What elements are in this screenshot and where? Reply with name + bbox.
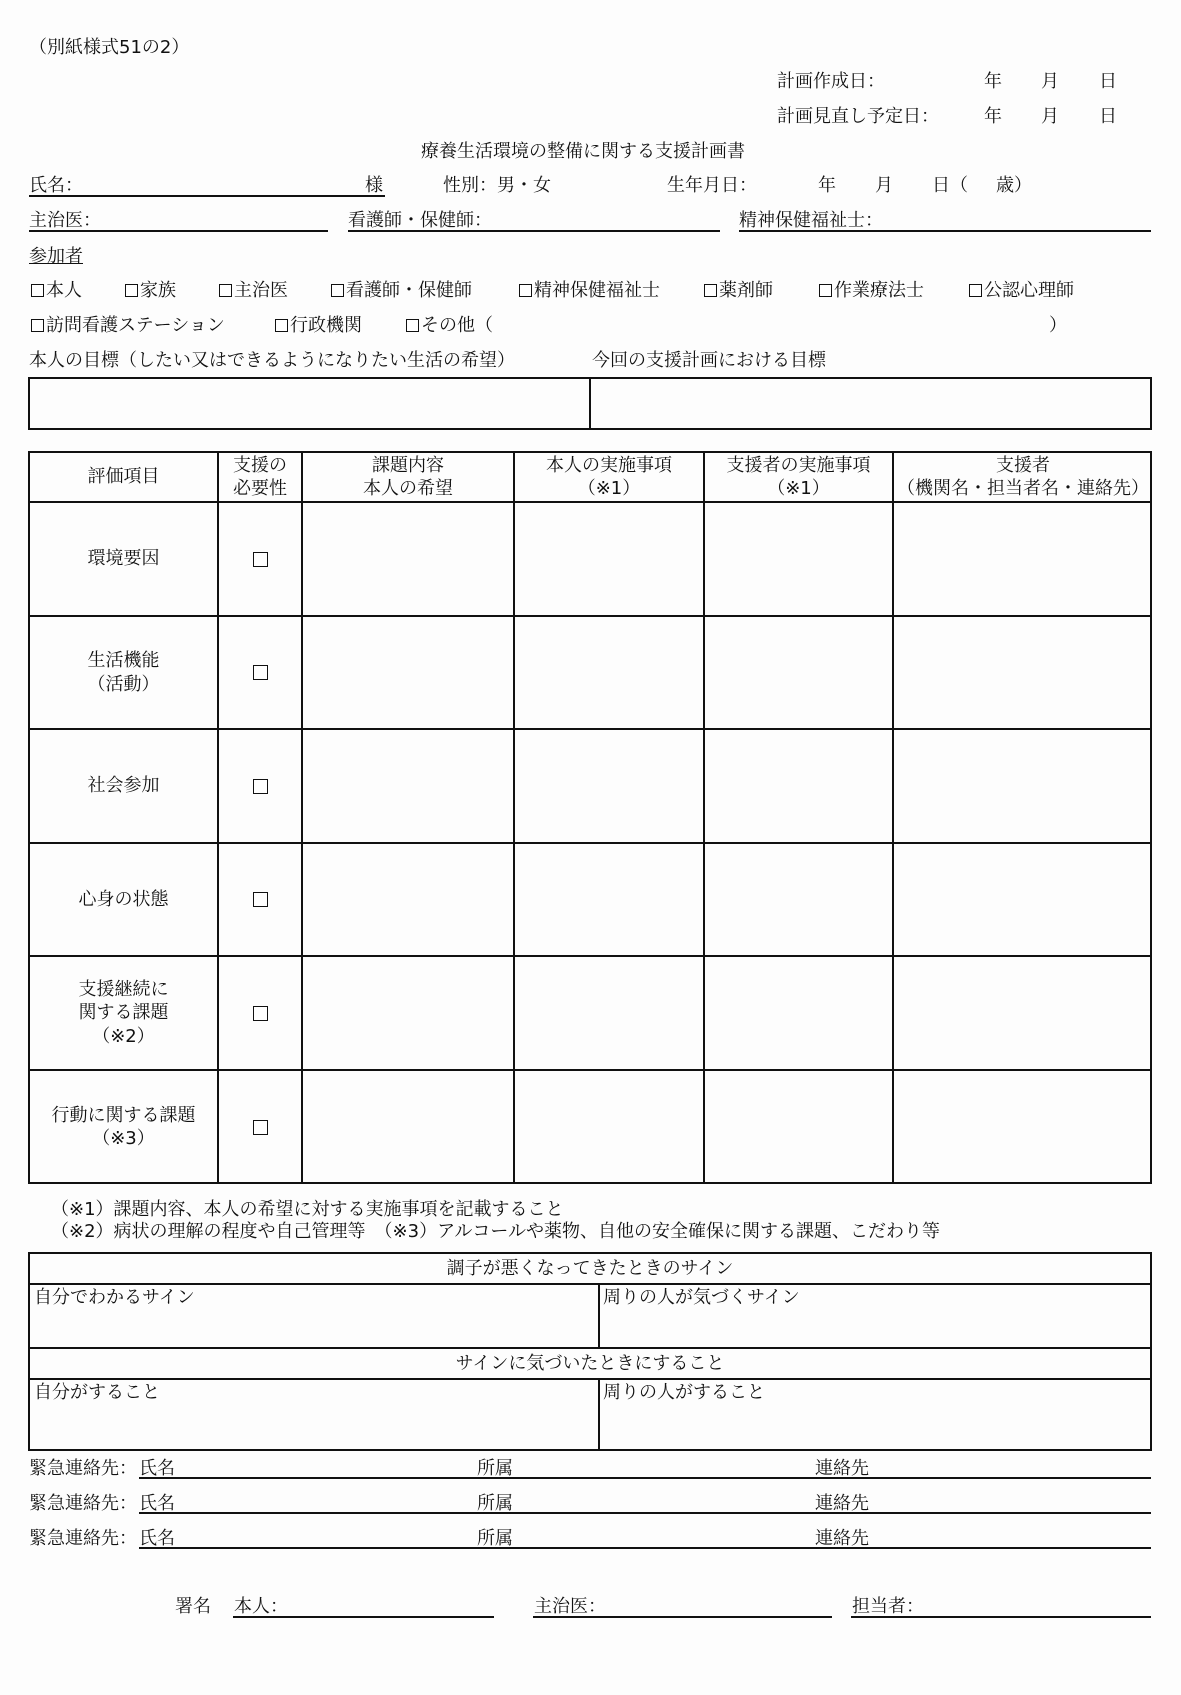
emergency-affiliation-label: 所属 — [477, 1493, 513, 1514]
self-action-label: 自分がすること — [34, 1382, 160, 1403]
checkbox[interactable] — [125, 284, 138, 297]
signature-doctor-field[interactable] — [533, 1616, 832, 1618]
row-continuity: 支援継続に 関する課題 （※2） — [78, 978, 169, 1047]
checkbox[interactable] — [253, 552, 268, 567]
emergency-field-3[interactable] — [139, 1547, 1151, 1549]
checkbox[interactable] — [31, 319, 44, 332]
checkbox[interactable] — [331, 284, 344, 297]
created-day: 日 — [1099, 71, 1117, 92]
nurse-field[interactable] — [348, 230, 720, 232]
necessity-checkbox-cell[interactable] — [219, 957, 301, 1069]
checkbox[interactable] — [253, 1120, 268, 1135]
emergency-affiliation-label: 所属 — [477, 1528, 513, 1549]
checkbox[interactable] — [275, 319, 288, 332]
row-social-participation: 社会参加 — [87, 775, 160, 797]
birth-day: 日（ — [932, 175, 968, 196]
checkbox[interactable] — [253, 1006, 268, 1021]
birth-year: 年 — [818, 175, 836, 196]
birth-label: 生年月日： — [667, 175, 757, 196]
participant-visiting-nurse[interactable]: 訪問看護ステーション — [31, 317, 225, 335]
participant-psychologist[interactable]: 公認心理師 — [969, 282, 1074, 300]
page-title: 療養生活環境の整備に関する支援計画書 — [421, 141, 745, 162]
actions-header: サインに気づいたときにすること — [455, 1352, 725, 1374]
created-month: 月 — [1041, 71, 1059, 92]
footnote-2: （※2）病状の理解の程度や自己管理等 （※3）アルコールや薬物、自他の安全確保に関する課題、こだわり等 — [51, 1221, 940, 1242]
self-sign-label: 自分でわかるサイン — [34, 1287, 195, 1308]
checkbox[interactable] — [969, 284, 982, 297]
checkbox[interactable] — [31, 284, 44, 297]
checkbox[interactable] — [253, 665, 268, 680]
necessity-checkbox-cell[interactable] — [219, 503, 301, 615]
col-divider — [703, 451, 705, 1184]
checkbox[interactable] — [819, 284, 832, 297]
header-item: 評価項目 — [87, 466, 160, 488]
emergency-contact-label: 連絡先 — [815, 1528, 869, 1549]
goals-divider — [589, 377, 591, 430]
col-divider — [513, 451, 515, 1184]
doctor-label: 主治医： — [29, 210, 101, 231]
checkbox[interactable] — [219, 284, 232, 297]
doctor-field[interactable] — [29, 230, 328, 232]
created-year: 年 — [984, 71, 1002, 92]
necessity-checkbox-cell[interactable] — [219, 617, 301, 728]
participants-label: 参加者 — [29, 246, 83, 267]
psw-label: 精神保健福祉士： — [739, 210, 883, 231]
psw-field[interactable] — [739, 230, 1151, 232]
birth-month: 月 — [875, 175, 893, 196]
emergency-name-label: 氏名 — [139, 1493, 175, 1514]
participant-other-close: ） — [1049, 315, 1067, 336]
col-divider — [892, 451, 894, 1184]
participant-pharmacist[interactable]: 薬剤師 — [704, 282, 773, 300]
row-mind-body: 心身の状態 — [78, 888, 169, 910]
emergency-name-label: 氏名 — [139, 1458, 175, 1479]
row-divider — [28, 1378, 1152, 1380]
created-date-label: 計画作成日： — [777, 71, 885, 92]
necessity-checkbox-cell[interactable] — [219, 730, 301, 842]
signature-label: 署名 — [175, 1596, 211, 1617]
review-month: 月 — [1041, 106, 1059, 127]
signature-staff-label: 担当者： — [852, 1596, 924, 1617]
emergency-name-label: 氏名 — [139, 1528, 175, 1549]
col-divider — [301, 451, 303, 1184]
nurse-label: 看護師・保健師： — [348, 210, 492, 231]
signature-doctor-label: 主治医： — [534, 1596, 606, 1617]
form-id: （別紙様式51の2） — [29, 37, 190, 58]
participant-self[interactable]: 本人 — [31, 282, 82, 300]
participant-psw[interactable]: 精神保健福祉士 — [519, 282, 660, 300]
signs-header: 調子が悪くなってきたときのサイン — [446, 1257, 734, 1279]
signature-staff-field[interactable] — [851, 1616, 1151, 1618]
name-label: 氏名： — [29, 175, 83, 196]
checkbox[interactable] — [253, 892, 268, 907]
checkbox[interactable] — [519, 284, 532, 297]
emergency-field-1[interactable] — [139, 1477, 1151, 1479]
emergency-label: 緊急連絡先： — [29, 1528, 137, 1549]
emergency-contact-label: 連絡先 — [815, 1493, 869, 1514]
review-day: 日 — [1099, 106, 1117, 127]
emergency-label: 緊急連絡先： — [29, 1458, 137, 1479]
personal-goal-field[interactable] — [32, 381, 584, 426]
header-self-actions: 本人の実施事項 （※1） — [546, 454, 672, 499]
checkbox[interactable] — [704, 284, 717, 297]
review-date-label: 計画見直し予定日： — [777, 106, 939, 127]
participant-ot[interactable]: 作業療法士 — [819, 282, 924, 300]
emergency-affiliation-label: 所属 — [477, 1458, 513, 1479]
checkbox[interactable] — [253, 779, 268, 794]
row-behavior: 行動に関する課題 （※3） — [51, 1104, 196, 1149]
participant-doctor[interactable]: 主治医 — [219, 282, 288, 300]
plan-goal-field[interactable] — [594, 381, 1147, 426]
participant-nurse[interactable]: 看護師・保健師 — [331, 282, 472, 300]
necessity-checkbox-cell[interactable] — [219, 844, 301, 955]
emergency-field-2[interactable] — [139, 1512, 1151, 1514]
emergency-contact-label: 連絡先 — [815, 1458, 869, 1479]
header-supporter-actions: 支援者の実施事項 （※1） — [726, 454, 871, 499]
emergency-label: 緊急連絡先： — [29, 1493, 137, 1514]
col-divider — [598, 1378, 600, 1451]
plan-goal-label: 今回の支援計画における目標 — [592, 350, 826, 371]
header-issue: 課題内容 本人の希望 — [363, 454, 453, 499]
name-field[interactable] — [29, 195, 385, 197]
personal-goal-label: 本人の目標（したい又はできるようになりたい生活の希望） — [29, 350, 515, 371]
age: 歳） — [996, 175, 1032, 196]
others-sign-label: 周りの人が気づくサイン — [603, 1287, 800, 1308]
row-divider — [28, 1283, 1152, 1285]
participant-government[interactable]: 行政機関 — [275, 317, 362, 335]
participant-family[interactable]: 家族 — [125, 282, 176, 300]
row-life-function: 生活機能 （活動） — [87, 650, 160, 695]
signature-self-field[interactable] — [233, 1616, 494, 1618]
others-action-label: 周りの人がすること — [603, 1382, 765, 1403]
sex-label: 性別：男・女 — [443, 175, 551, 196]
review-year: 年 — [984, 106, 1002, 127]
row-environment: 環境要因 — [87, 548, 160, 570]
signature-self-label: 本人： — [234, 1596, 288, 1617]
participant-other[interactable]: その他（ — [406, 317, 493, 335]
necessity-checkbox-cell[interactable] — [219, 1071, 301, 1183]
header-supporter: 支援者 （機関名・担当者名・連絡先） — [897, 454, 1149, 499]
honorific: 様 — [365, 175, 383, 196]
checkbox[interactable] — [406, 319, 419, 332]
footnote-1: （※1）課題内容、本人の希望に対する実施事項を記載すること — [51, 1199, 564, 1220]
header-necessity: 支援の 必要性 — [233, 454, 287, 499]
col-divider — [598, 1283, 600, 1347]
